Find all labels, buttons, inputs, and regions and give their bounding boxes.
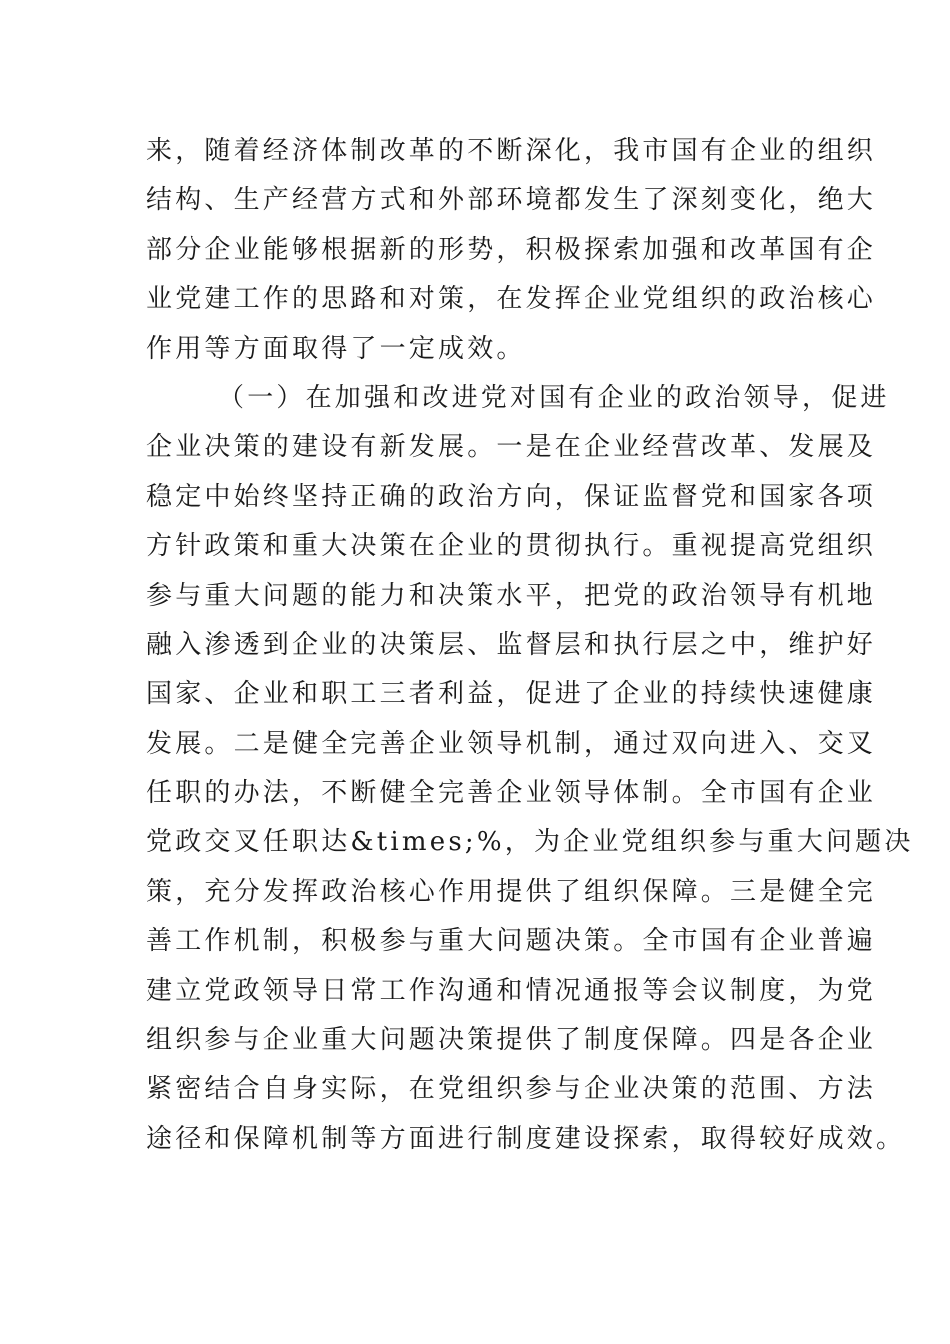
text-line: 业党建工作的思路和对策，在发挥企业党组织的政治核心 xyxy=(146,284,877,315)
text-line-indented: （一）在加强和改进党对国有企业的政治领导，促进 xyxy=(218,382,890,413)
text-line: 党政交叉任职达&times;%，为企业党组织参与重大问题决 xyxy=(146,827,914,858)
text-line: 建立党政领导日常工作沟通和情况通报等会议制度，为党 xyxy=(146,975,877,1006)
text-line: 组织参与企业重大问题决策提供了制度保障。四是各企业 xyxy=(146,1025,877,1056)
text-line: 来，随着经济体制改革的不断深化，我市国有企业的组织 xyxy=(146,136,877,166)
text-line: 任职的办法，不断健全完善企业领导体制。全市国有企业 xyxy=(146,778,877,809)
document-page xyxy=(146,127,914,1164)
text-line: 作用等方面取得了一定成效。 xyxy=(146,333,526,364)
text-line: 国家、企业和职工三者利益，促进了企业的持续快速健康 xyxy=(146,679,877,710)
text-line: 结构、生产经营方式和外部环境都发生了深刻变化，绝大 xyxy=(146,185,877,216)
text-line: 参与重大问题的能力和决策水平，把党的政治领导有机地 xyxy=(146,580,877,611)
paragraph-section-1 xyxy=(146,374,914,1164)
text-line: 融入渗透到企业的决策层、监督层和执行层之中，维护好 xyxy=(146,629,877,660)
text-line: 稳定中始终坚持正确的政治方向，保证监督党和国家各项 xyxy=(146,481,877,512)
text-line: 善工作机制，积极参与重大问题决策。全市国有企业普遍 xyxy=(146,926,877,957)
text-line: 部分企业能够根据新的形势，积极探索加强和改革国有企 xyxy=(146,234,877,265)
text-line: 途径和保障机制等方面进行制度建设探索，取得较好成效。 xyxy=(146,1123,906,1154)
text-line: 紧密结合自身实际，在党组织参与企业决策的范围、方法 xyxy=(146,1074,877,1105)
text-line: 发展。二是健全完善企业领导机制，通过双向进入、交叉 xyxy=(146,728,877,759)
text-line: 方针政策和重大决策在企业的贯彻执行。重视提高党组织 xyxy=(146,531,877,562)
text-line: 企业决策的建设有新发展。一是在企业经营改革、发展及 xyxy=(146,432,877,463)
paragraph-intro xyxy=(146,127,877,374)
text-line: 策，充分发挥政治核心作用提供了组织保障。三是健全完 xyxy=(146,876,877,907)
